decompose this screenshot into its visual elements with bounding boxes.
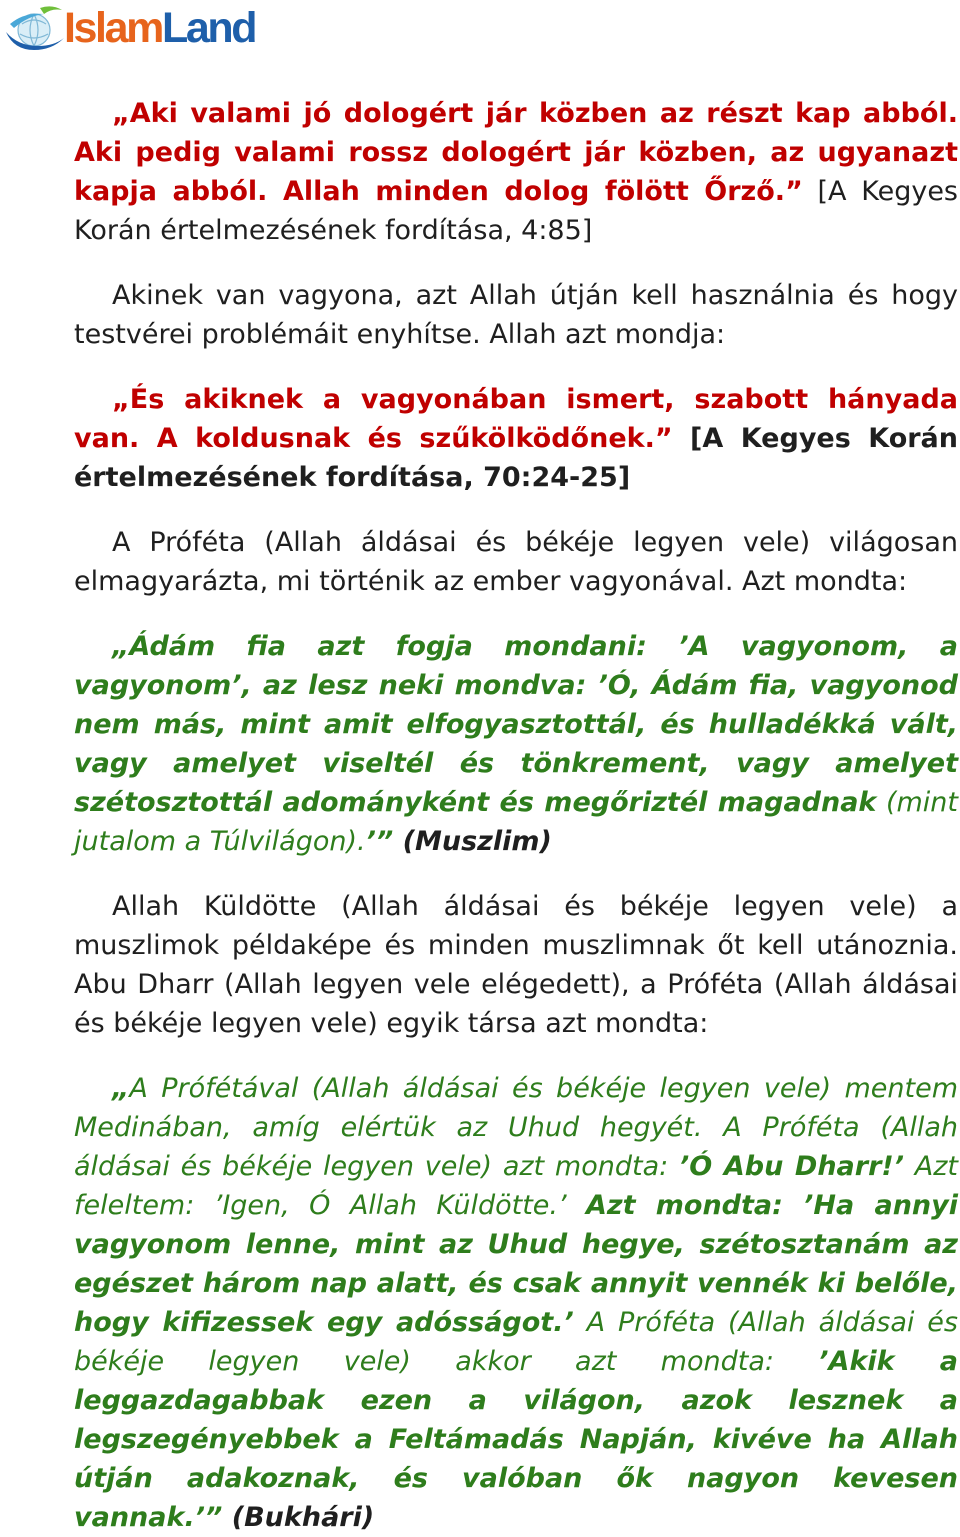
hadith-reply: Azt feleltem: ’Igen, Ó Allah Küldötte.’ [74, 1151, 958, 1221]
quran-quote-70-24 [74, 380, 958, 497]
paragraph-prophet-explained: A Próféta (Allah áldásai és békéje legyen vele) világosan elmagyarázta, mi történik az ember vagyonával. Azt mondta: [74, 527, 958, 597]
logo-word-land: Land [161, 4, 256, 52]
globe-swoosh-icon [4, 2, 68, 54]
quote-reference: [A Kegyes Korán értelmezésének fordítása, 70:24-25] [74, 423, 959, 493]
spacer [74, 1043, 958, 1069]
hadith-uhud [74, 1069, 958, 1537]
spacer [74, 354, 958, 380]
page-header [0, 0, 960, 60]
spacer [74, 601, 958, 627]
quote-text: „És akiknek a vagyonában ismert, szabott hányada van. A koldusnak és szűkölködőnek.” [74, 384, 958, 454]
hadith-closing-quote: ’” [365, 826, 394, 857]
islamland-logo[interactable] [4, 2, 255, 54]
quote-reference: [A Kegyes Korán értelmezésének fordítása, 4:85] [74, 176, 958, 246]
logo-word-islam: Islam [64, 4, 162, 52]
hadith-adam-son [74, 627, 958, 861]
quote-text: „Aki valami jó dologért jár közben az részt kap abból. Aki pedig valami rossz dologért jár közben, az ugyanazt kapja abból. Allah minden dolog fölött Őrző.” [74, 98, 958, 207]
logo-wordmark [64, 2, 255, 54]
spacer [74, 497, 958, 523]
hadith-saying-uhud: Azt mondta: ’Ha annyi vagyonom lenne, mint az Uhud hegye, szétosztanám az egészet három nap alatt, és csak annyit vennék ki belőle, hogy kifizessek egy adósságot.’ [74, 1190, 958, 1338]
spacer [74, 250, 958, 276]
quran-quote-4-85 [74, 94, 958, 250]
hadith-text-bold: „Ádám fia azt fogja mondani: ’A vagyonom, a vagyonom’, az lesz neki mondva: ’Ó, Ádám fia, vagyonod nem más, mint amit elfogyasztottál, és hulladékká vált, vagy amelyet viseltél és tönkrement, vagy amelyet szétosztottál adományként és megőriztél magadnak [74, 631, 958, 818]
hadith-address: ’Ó Abu Dharr!’ [679, 1151, 904, 1182]
hadith-open-quote: „ [112, 1073, 130, 1104]
hadith-source: (Muszlim) [393, 826, 552, 857]
hadith-narration-2: A Próféta (Allah áldásai és békéje legyen vele) akkor azt mondta: [74, 1307, 958, 1377]
article-body [74, 94, 958, 1537]
hadith-source: (Bukhári) [222, 1502, 375, 1533]
paragraph-wealth-use: Akinek van vagyona, azt Allah útján kell használnia és hogy testvérei problémáit enyhítse. Allah azt mondja: [74, 280, 958, 350]
paragraph-abu-dharr-intro: Allah Küldötte (Allah áldásai és békéje legyen vele) a muszlimok példaképe és minden muszlimnak őt kell utánoznia. Abu Dharr (Allah legyen vele elégedett), a Próféta (Allah áldásai és békéje legyen vele) egyik társa azt mondta: [74, 891, 958, 1039]
hadith-narration: A Prófétával (Allah áldásai és békéje legyen vele) mentem Medinában, amíg elértük az Uhud hegyét. A Próféta (Allah áldásai és békéje legyen vele) azt mondta: [74, 1073, 958, 1182]
hadith-text-plain: (mint jutalom a Túlvilágon). [74, 787, 958, 857]
hadith-saying-richest: ’Akik a leggazdagabbak ezen a világon, azok lesznek a legszegényebbek a Feltámadás Napján, kivéve ha Allah útján adakoznak, és valóban ők nagyon kevesen vannak.’” [74, 1346, 958, 1533]
spacer [74, 861, 958, 887]
